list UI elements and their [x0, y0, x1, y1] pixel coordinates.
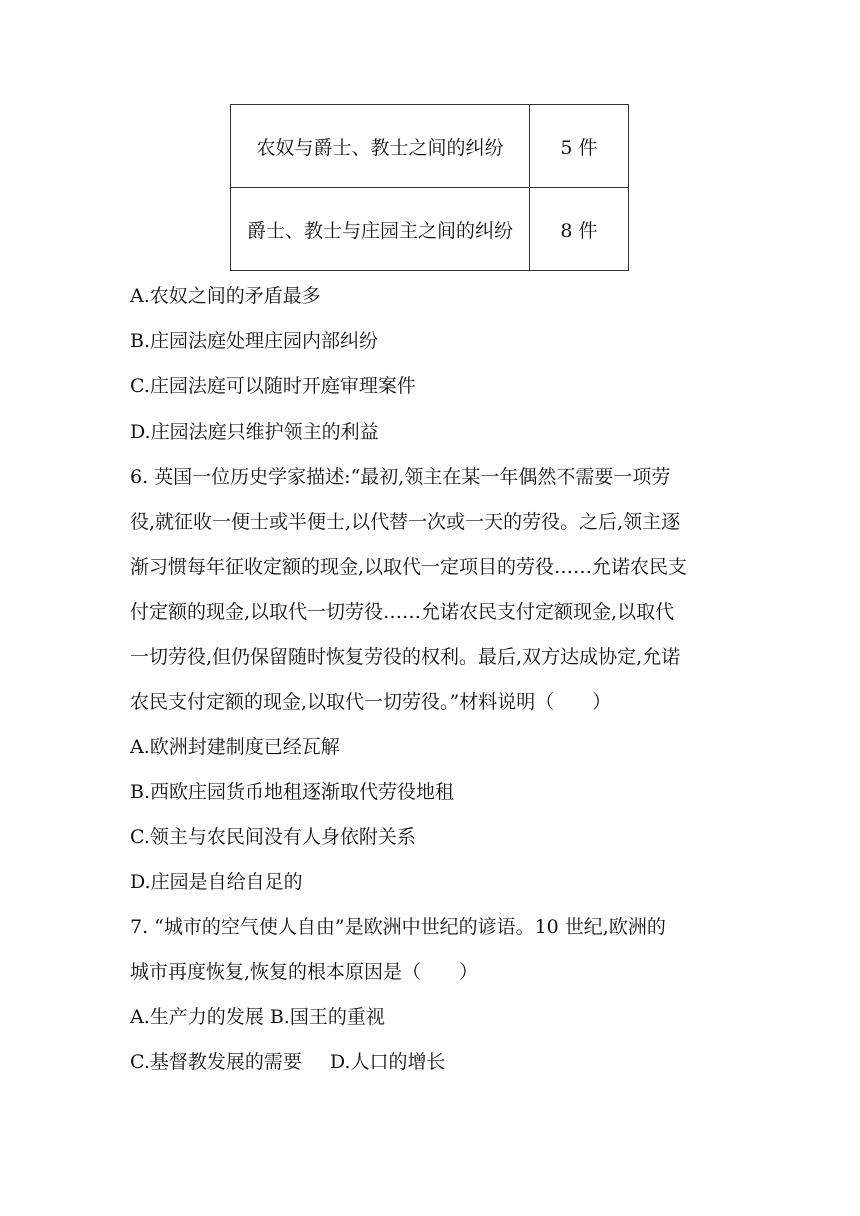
q6-stem-line: 役,就征收一便士或半便士,以代替一次或一天的劳役。之后,领主逐 [130, 511, 681, 533]
q7-option-a: A.生产力的发展 [130, 1006, 264, 1028]
q6-option-b: B.西欧庄园货币地租逐渐取代劳役地租 [130, 781, 455, 803]
q5-option-b: B.庄园法庭处理庄园内部纠纷 [130, 330, 379, 352]
table-cell-count: 5 件 [530, 105, 629, 188]
q7-option-d: D.人口的增长 [329, 1051, 446, 1073]
q7-options-row-1 [130, 1003, 385, 1031]
table-row [231, 105, 629, 188]
q7-option-b: B.国王的重视 [269, 1006, 385, 1028]
dispute-cases-table [230, 104, 629, 271]
q7-options-row-2 [130, 1048, 446, 1076]
q6-option-a: A.欧洲封建制度已经瓦解 [130, 736, 340, 758]
table-cell-count: 8 件 [530, 188, 629, 271]
table-cell-description: 爵士、教士与庄园主之间的纠纷 [231, 188, 530, 271]
q6-stem-line: 渐习惯每年征收定额的现金,以取代一定项目的劳役……允诺农民支 [130, 556, 688, 578]
q6-stem-line: 6. 英国一位历史学家描述:“最初,领主在某一年偶然不需要一项劳 [130, 466, 671, 488]
q7-stem-line: 城市再度恢复,恢复的根本原因是（ ） [130, 961, 479, 983]
q7-option-c: C.基督教发展的需要 [130, 1051, 302, 1073]
q5-option-a: A.农奴之间的矛盾最多 [130, 285, 321, 307]
q6-stem-line: 农民支付定额的现金,以取代一切劳役。”材料说明（ ） [130, 691, 612, 713]
q6-option-c: C.领主与农民间没有人身依附关系 [130, 826, 416, 848]
q6-stem-line: 付定额的现金,以取代一切劳役……允诺农民支付定额现金,以取代 [130, 601, 675, 623]
table-row [231, 188, 629, 271]
table-cell-description: 农奴与爵士、教士之间的纠纷 [231, 105, 530, 188]
q6-option-d: D.庄园是自给自足的 [130, 871, 303, 893]
q5-option-c: C.庄园法庭可以随时开庭审理案件 [130, 375, 416, 397]
q6-stem-line: 一切劳役,但仍保留随时恢复劳役的权利。最后,双方达成协定,允诺 [130, 646, 681, 668]
q5-option-d: D.庄园法庭只维护领主的利益 [130, 421, 379, 443]
q7-stem-line: 7. “城市的空气使人自由”是欧洲中世纪的谚语。10 世纪,欧洲的 [130, 916, 666, 938]
